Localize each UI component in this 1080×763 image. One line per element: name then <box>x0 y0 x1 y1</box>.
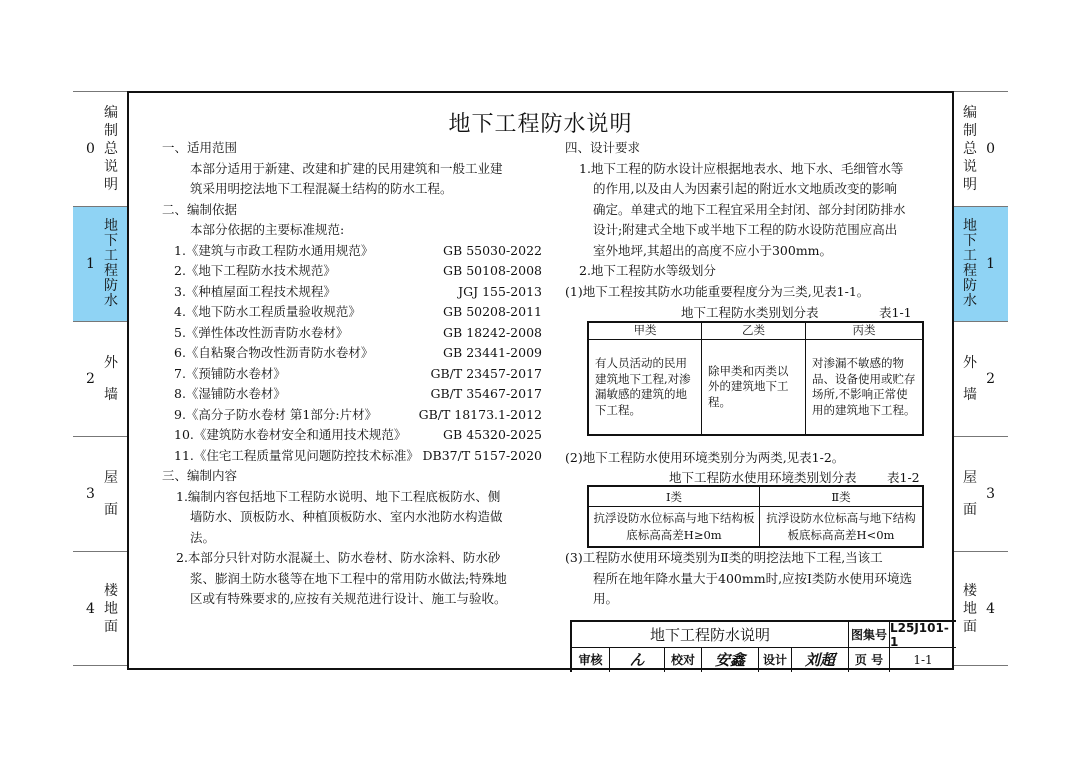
paragraph-line: (1)地下工程按其防水功能重要程度分为三类,见表1-1。 <box>565 283 870 299</box>
standard-code: GB 23441-2009 <box>443 345 542 360</box>
standard-name: 3.《种植屋面工程技术规程》 <box>174 283 336 299</box>
table-header-cell: Ⅱ类 <box>760 486 924 507</box>
nav-tab-label: 编制总说明 <box>963 105 977 193</box>
nav-tab-label: 外墙 <box>963 355 977 403</box>
drawing-frame <box>127 91 954 670</box>
nav-tab-number: 1 <box>86 256 95 272</box>
nav-tab-number: 4 <box>86 600 95 617</box>
standard-item <box>162 302 542 323</box>
paragraph-line: 用。 <box>593 591 619 606</box>
nav-tab-number: 0 <box>986 141 995 157</box>
standard-item <box>162 425 542 446</box>
standard-item <box>162 241 542 262</box>
nav-tab-label: 屋面 <box>963 470 977 518</box>
table1-number: 表1-1 <box>879 305 912 320</box>
nav-tab-0[interactable] <box>73 91 127 206</box>
paragraph-line: 1.编制内容包括地下工程防水说明、地下工程底板防水、侧 <box>176 488 501 504</box>
paragraph-line: (3)工程防水使用环境类别为Ⅱ类的明挖法地下工程,当该工 <box>565 550 883 565</box>
paragraph-line: 法。 <box>190 529 216 545</box>
nav-tab-label: 地下工程防水 <box>963 218 977 309</box>
table-header-row <box>588 322 923 340</box>
standard-name: 2.《地下工程防水技术规范》 <box>174 263 336 278</box>
table-header-cell: 甲类 <box>588 322 702 340</box>
table-1-1 <box>587 321 924 436</box>
paragraph-line: 的作用,以及由人为因素引起的附近水文地质改变的影响 <box>593 181 897 196</box>
table-cell: 对渗漏不敏感的物品、设备使用或贮存场所,不影响正常使用的建筑地下工程。 <box>806 340 924 436</box>
nav-tab-number: 1 <box>986 256 995 272</box>
nav-tab-label: 编制总说明 <box>104 105 118 193</box>
paragraph-line: 浆、膨润土防水毯等在地下工程中的常用防水做法;特殊地 <box>190 570 507 586</box>
nav-tab-number: 0 <box>86 141 95 157</box>
paragraph-line: 2.本部分只针对防水混凝土、防水卷材、防水涂料、防水砂 <box>176 550 501 565</box>
standard-item <box>162 384 542 405</box>
design-label: 设计 <box>759 647 792 672</box>
title-block-row-2 <box>572 647 956 672</box>
paragraph-line: 墙防水、顶板防水、种植顶板防水、室内水池防水构造做 <box>190 509 503 524</box>
standard-code: GB 18242-2008 <box>443 324 542 340</box>
right-column-end <box>565 548 935 610</box>
nav-tab-number: 4 <box>986 600 995 617</box>
table-header-row <box>588 486 923 507</box>
paragraph-line: 室外地坪,其超出的高度不应小于300mm。 <box>593 242 833 258</box>
review-signature: ん <box>610 647 665 672</box>
table2-number: 表1-2 <box>887 470 920 485</box>
paragraph-line: 设计;附建式全地下或半地下工程的防水设防范围应高出 <box>593 222 898 237</box>
table-cell: 抗浮设防水位标高与地下结构板底标高高差H≥0m <box>588 507 760 548</box>
paragraph-line: 筑采用明挖法地下工程混凝土结构的防水工程。 <box>190 181 453 196</box>
table-1-2 <box>587 485 924 548</box>
nav-tab-2[interactable] <box>954 321 1008 436</box>
standard-code: GB 50108-2008 <box>443 263 542 278</box>
nav-tab-4[interactable] <box>954 551 1008 666</box>
standard-name: 4.《地下防水工程质量验收规范》 <box>174 304 361 319</box>
title-block <box>570 620 956 672</box>
paragraph-line: 区或有特殊要求的,应按有关规范进行设计、施工与验收。 <box>190 591 507 606</box>
right-column-continued <box>565 448 935 469</box>
nav-tab-1[interactable] <box>73 206 127 321</box>
paragraph-line: 1.地下工程的防水设计应根据地表水、地下水、毛细管水等 <box>579 160 904 176</box>
table-cell: 有人员活动的民用建筑地下工程,对渗漏敏感的建筑的地下工程。 <box>588 340 702 436</box>
standard-name: 10.《建筑防水卷材安全和通用技术规范》 <box>174 427 407 442</box>
nav-tab-number: 3 <box>86 486 95 502</box>
standard-code: GB/T 23457-2017 <box>430 365 542 381</box>
paragraph-line: 程所在地年降水量大于400mm时,应按Ⅰ类防水使用环境选 <box>593 570 912 586</box>
nav-tab-4[interactable] <box>73 551 127 666</box>
paragraph-line: (2)地下工程防水使用环境类别分为两类,见表1-2。 <box>565 450 845 465</box>
standard-code: JGJ 155-2013 <box>458 283 542 299</box>
standard-name: 7.《预铺防水卷材》 <box>174 365 286 381</box>
nav-tab-3[interactable] <box>73 436 127 551</box>
standard-name: 11.《住宅工程质量常见问题防控技术标准》 <box>174 447 419 463</box>
table1-caption: 地下工程防水类别划分表 <box>681 305 819 320</box>
design-signature: 刘超 <box>792 647 849 672</box>
standard-code: GB/T 18173.1-2012 <box>418 406 542 422</box>
standard-code: DB37/T 5157-2020 <box>422 447 542 463</box>
standard-name: 1.《建筑与市政工程防水通用规范》 <box>174 242 374 258</box>
standard-item <box>162 261 542 282</box>
standard-name: 5.《弹性体改性沥青防水卷材》 <box>174 324 349 340</box>
nav-tab-label: 楼地面 <box>104 582 118 635</box>
standard-name: 9.《高分子防水卷材 第1部分:片材》 <box>174 406 378 422</box>
standard-item <box>162 364 542 385</box>
check-label: 校对 <box>665 647 702 672</box>
atlas-label: 图集号 <box>849 622 890 647</box>
nav-tab-label: 外墙 <box>104 355 118 403</box>
paragraph-line: 本部分适用于新建、改建和扩建的民用建筑和一般工业建 <box>190 160 503 176</box>
section-heading: 四、设计要求 <box>565 140 641 155</box>
nav-tab-label: 地下工程防水 <box>104 218 118 309</box>
nav-tab-number: 2 <box>986 371 995 387</box>
review-label: 审核 <box>572 647 610 672</box>
title-block-title: 地下工程防水说明 <box>572 622 849 647</box>
section-heading: 二、编制依据 <box>162 201 238 217</box>
table2-caption: 地下工程防水使用环境类别划分表 <box>669 470 857 485</box>
section-heading: 一、适用范围 <box>162 140 238 155</box>
nav-tab-1[interactable] <box>954 206 1008 321</box>
standard-item <box>162 405 542 426</box>
standard-code: GB/T 35467-2017 <box>430 386 542 401</box>
check-signature: 安鑫 <box>702 647 759 672</box>
table-header-cell: 丙类 <box>806 322 924 340</box>
atlas-number: L25J101-1 <box>890 620 949 649</box>
table-cell: 抗浮设防水位标高与地下结构板底标高高差H<0m <box>760 507 924 548</box>
standard-name: 6.《自粘聚合物改性沥青防水卷材》 <box>174 345 374 360</box>
standard-name: 8.《湿铺防水卷材》 <box>174 386 286 401</box>
standard-code: GB 45320-2025 <box>443 427 542 442</box>
standard-item <box>162 323 542 344</box>
paragraph-line: 确定。单建式的地下工程宜采用全封闭、部分封闭防排水 <box>593 201 906 217</box>
paragraph-line: 本部分依据的主要标准规范: <box>190 222 345 237</box>
page-title: 地下工程防水说明 <box>448 112 633 137</box>
nav-tab-2[interactable] <box>73 321 127 436</box>
nav-tab-label: 楼地面 <box>963 582 977 635</box>
page-number: 1-1 <box>913 652 933 667</box>
standard-item <box>162 282 542 303</box>
standard-code: GB 55030-2022 <box>443 242 542 258</box>
section-heading: 三、编制内容 <box>162 468 238 483</box>
table-header-cell: 乙类 <box>702 322 806 340</box>
table-row <box>588 340 923 436</box>
left-column <box>162 138 542 610</box>
right-column <box>565 138 935 302</box>
standard-code: GB 50208-2011 <box>443 304 542 319</box>
page-label: 页 号 <box>849 647 890 672</box>
nav-tab-3[interactable] <box>954 436 1008 551</box>
title-block-row-1 <box>572 622 956 648</box>
table-header-cell: Ⅰ类 <box>588 486 760 507</box>
standard-item <box>162 343 542 364</box>
table-row <box>588 507 923 548</box>
standard-item <box>162 446 542 467</box>
nav-tab-0[interactable] <box>954 91 1008 206</box>
nav-tab-label: 屋面 <box>104 470 118 518</box>
table-cell: 除甲类和丙类以外的建筑地下工程。 <box>702 340 806 436</box>
nav-tab-number: 2 <box>86 371 95 387</box>
paragraph-line: 2.地下工程防水等级划分 <box>579 263 716 278</box>
nav-tab-number: 3 <box>986 486 995 502</box>
